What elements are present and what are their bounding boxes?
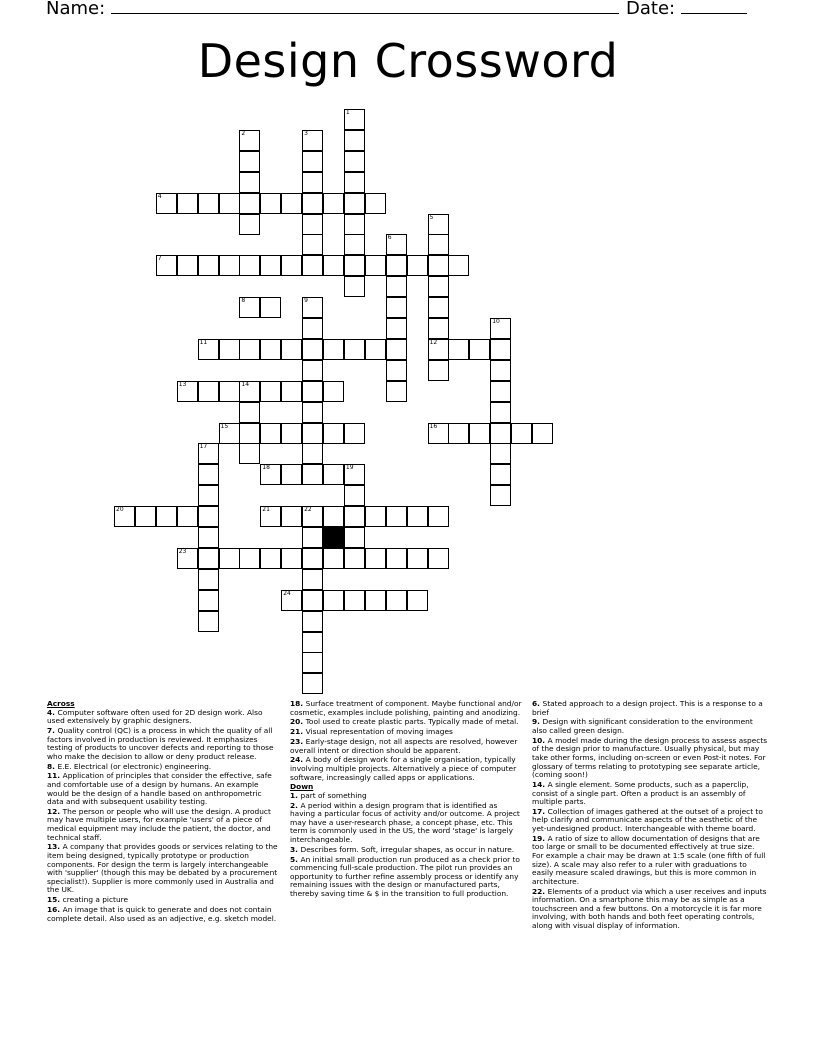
crossword-cell[interactable]: [344, 485, 365, 506]
crossword-cell[interactable]: [198, 548, 219, 569]
crossword-cell[interactable]: [365, 255, 386, 276]
clue-item-text: E.E. Electrical (or electronic) engineering.: [57, 761, 212, 771]
clue-item: [532, 737, 768, 780]
crossword-cell[interactable]: [490, 485, 511, 506]
crossword-cell[interactable]: [323, 255, 344, 276]
crossword-cell[interactable]: [198, 506, 219, 527]
clue-item-text: Design with significant consideration to the environment also called green design.: [532, 717, 753, 735]
crossword-cell[interactable]: [428, 276, 449, 297]
crossword-cell[interactable]: [260, 381, 281, 402]
crossword-cell[interactable]: [323, 381, 344, 402]
crossword-cell[interactable]: [448, 339, 469, 360]
crossword-cell[interactable]: [177, 255, 198, 276]
clue-item-text: A period within a design program that is identified as having a particular focus of activity and/or outcome. A project may have a user-research phase, a concept phase, etc. This term is commonly used in the US, the word 'stage' is largely interchangeable.: [290, 800, 520, 845]
crossword-cell[interactable]: [302, 255, 323, 276]
crossword-cell[interactable]: [344, 464, 365, 485]
clue-item-number: 9.: [532, 717, 543, 727]
clue-number: 10: [492, 318, 500, 325]
clue-item-number: 4.: [47, 707, 58, 717]
clue-item-text: An initial small production run produced as a check prior to commencing full-scale production. The pilot run provides an opportunity to further refine assembly process or identify any remaining issues with the design or manufactured parts, thereby saving time & $ in the transition to full production.: [290, 854, 520, 898]
crossword-cell[interactable]: [490, 360, 511, 381]
clue-item-text: creating a picture: [62, 895, 129, 905]
crossword-cell[interactable]: [198, 339, 219, 360]
clue-number: 16: [429, 422, 438, 430]
clue-item: [290, 700, 522, 717]
crossword-cell[interactable]: [344, 151, 365, 172]
crossword-cell[interactable]: [428, 339, 449, 360]
crossword-cell[interactable]: [490, 423, 511, 444]
clue-number: 3: [304, 129, 308, 137]
crossword-cell[interactable]: [344, 506, 365, 527]
clue-item: [47, 709, 279, 726]
clue-number: 5: [429, 213, 434, 221]
crossword-cell[interactable]: [281, 464, 302, 485]
clue-number: 22: [304, 506, 312, 514]
clue-number: 18: [262, 464, 270, 472]
clue-number: 20: [116, 506, 124, 514]
crossword-cell[interactable]: [260, 423, 281, 444]
crossword-cell[interactable]: [490, 443, 511, 464]
clue-item-text: Surface treatment of component. Maybe functional and/or cosmetic, examples include polishing, painting and anodizing.: [290, 699, 522, 717]
clue-item-text: A model made during the design process to assess aspects of the design prior to manufacture. Usually physical, but may take other forms, including on-screen or even Post-it notes. For glossary of terms relating to prototyping see separate article, (coming soon!): [532, 735, 768, 780]
clue-item-number: 6.: [532, 699, 543, 708]
crossword-cell[interactable]: [344, 276, 365, 297]
clue-item-number: 3.: [290, 844, 301, 854]
crossword-cell[interactable]: [219, 339, 240, 360]
clue-item-number: 24.: [290, 755, 306, 765]
crossword-cell[interactable]: [239, 339, 260, 360]
clue-item: [532, 835, 768, 887]
crossword-cell[interactable]: [198, 590, 219, 611]
name-label: Name:: [46, 0, 106, 19]
clue-item-text: A body of design work for a single organisation, typically involving multiple projects. Alternatively a piece of computer software, increasingly called apps or applications.: [290, 755, 517, 782]
crossword-cell[interactable]: [428, 506, 449, 527]
clue-item: [290, 756, 522, 782]
clue-item-number: 21.: [290, 727, 306, 737]
crossword-cell[interactable]: [281, 193, 302, 214]
crossword-cell[interactable]: [344, 130, 365, 151]
crossword-cell[interactable]: [344, 548, 365, 569]
crossword-cell[interactable]: [344, 423, 365, 444]
crossword-cell[interactable]: [281, 381, 302, 402]
clue-number: 4: [157, 192, 162, 200]
clue-item: [290, 802, 522, 845]
crossword-cell[interactable]: [407, 590, 428, 611]
crossword-cell[interactable]: [323, 464, 344, 485]
crossword-cell[interactable]: [344, 193, 365, 214]
crossword-cell[interactable]: [281, 339, 302, 360]
crossword-cell[interactable]: [198, 611, 219, 632]
clue-number: 6: [387, 234, 392, 242]
crossword-cell[interactable]: [386, 590, 407, 611]
clue-item-text: Application of principles that consider the effective, safe and comfortable use of a design by humans. An example would be the design of a handle based on anthropometric data and with subsequent usability testing.: [47, 771, 272, 807]
clue-item-text: An image that is quick to generate and does not contain complete detail. Also used as an adjective, e.g. sketch model.: [47, 904, 277, 923]
clue-number: 2: [241, 129, 246, 137]
clue-number: 11: [199, 338, 208, 346]
clue-number: 19: [345, 464, 354, 472]
clue-item-number: 18.: [290, 699, 306, 708]
crossword-cell[interactable]: [428, 360, 449, 381]
crossword-cell[interactable]: [219, 193, 240, 214]
crossword-cell[interactable]: [302, 234, 323, 255]
crossword-cell[interactable]: [407, 506, 428, 527]
crossword-cell[interactable]: [302, 464, 323, 485]
crossword-cell[interactable]: [302, 339, 323, 360]
clue-item-text: Quality control (QC) is a process in which the quality of all factors involved in production is reviewed. It emphasizes testing of products to uncover defects and reporting to those who make the decision to allow or deny product release.: [47, 725, 274, 761]
crossword-cell[interactable]: [302, 632, 323, 653]
crossword-cell[interactable]: [198, 193, 219, 214]
clue-item: [290, 856, 522, 899]
crossword-cell[interactable]: [260, 339, 281, 360]
crossword-cell[interactable]: [302, 611, 323, 632]
crossword-cell[interactable]: [177, 506, 198, 527]
crossword-cell[interactable]: [448, 255, 469, 276]
crossword-cell[interactable]: [239, 423, 260, 444]
crossword-cell[interactable]: [219, 381, 240, 402]
crossword-cell[interactable]: [344, 214, 365, 235]
crossword-cell[interactable]: [344, 339, 365, 360]
crossword-cell[interactable]: [428, 214, 449, 235]
crossword-cell[interactable]: [177, 193, 198, 214]
crossword-cell[interactable]: [156, 506, 177, 527]
crossword-cell[interactable]: [302, 673, 323, 694]
crossword-cell[interactable]: [302, 548, 323, 569]
crossword-cell[interactable]: [365, 548, 386, 569]
crossword-cell[interactable]: [198, 569, 219, 590]
crossword-cell[interactable]: [302, 130, 323, 151]
crossword-cell[interactable]: [469, 339, 490, 360]
clue-item: [290, 738, 522, 755]
clue-item-text: Elements of a product via which a user receives and inputs information. On a smartphone this may be as simple as a touchscreen and a few buttons. On a motorcycle it is far more involving, with both hands and both feet operating controls, along with visual display of information.: [532, 886, 767, 930]
crossword-cell[interactable]: [428, 255, 449, 276]
clue-item-number: 22.: [532, 886, 548, 896]
crossword-cell[interactable]: [323, 506, 344, 527]
clue-item: [47, 906, 279, 923]
crossword-cell[interactable]: [302, 590, 323, 611]
clue-item-number: 23.: [290, 736, 306, 746]
clue-item-text: part of something: [300, 790, 367, 800]
clues-column-3: [532, 700, 768, 932]
clue-item-number: 1.: [290, 790, 301, 800]
clue-item: [290, 728, 522, 737]
crossword-cell[interactable]: [302, 569, 323, 590]
crossword-cell[interactable]: [239, 443, 260, 464]
clue-item: [47, 843, 279, 895]
clue-item-number: 13.: [47, 842, 63, 852]
clue-item: [290, 792, 522, 801]
clue-item-number: 17.: [532, 806, 548, 816]
clues-column-1: [47, 700, 279, 924]
clue-item-number: 20.: [290, 717, 306, 727]
clue-number: 23: [178, 547, 187, 555]
crossword-cell[interactable]: [428, 297, 449, 318]
crossword-cell[interactable]: [198, 255, 219, 276]
crossword-cell[interactable]: [198, 485, 219, 506]
crossword-cell[interactable]: [302, 527, 323, 548]
clue-item: [532, 781, 768, 807]
clue-item-text: A ratio of size to allow documentation of designs that are too large or small to be documented effectively at true size. For example a chair may be drawn at 1:5 scale (one fifth of full size). A scale may also refer to a ruler with graduations to easily measure scaled drawings, but this is more common in architecture.: [532, 833, 766, 886]
crossword-cell[interactable]: [260, 548, 281, 569]
clue-item-number: 8.: [47, 761, 58, 771]
clues-column-2: [290, 700, 522, 900]
clue-item-number: 2.: [290, 800, 301, 810]
clue-item: [47, 772, 279, 806]
clue-number: 12: [429, 338, 438, 346]
clue-item-text: Computer software often used for 2D design work. Also used extensively by graphic designers.: [47, 707, 263, 726]
crossword-cell[interactable]: [302, 318, 323, 339]
clue-number: 13: [178, 380, 187, 388]
crossword-cell[interactable]: [281, 423, 302, 444]
clue-item: [532, 888, 768, 931]
crossword-cell[interactable]: [490, 339, 511, 360]
clue-item-text: A company that provides goods or services relating to the item being designed, typically prototype or production components. For design the term is largely interchangeable with 'supplier' (though this may be debated by a procurement specialist!). Supplier is more commonly used in Australia and the UK.: [47, 842, 278, 895]
clue-item: [532, 808, 768, 834]
clue-section-heading: Down: [290, 782, 314, 792]
crossword-cell[interactable]: [239, 151, 260, 172]
clue-item-text: Describes form. Soft, irregular shapes, as occur in nature.: [300, 844, 515, 854]
crossword-cell[interactable]: [407, 255, 428, 276]
crossword-cell[interactable]: [386, 339, 407, 360]
crossword-cell[interactable]: [344, 527, 365, 548]
crossword-cell[interactable]: [260, 297, 281, 318]
crossword-cell[interactable]: [219, 548, 240, 569]
clue-number: 24: [283, 589, 291, 597]
crossword-cell[interactable]: [198, 464, 219, 485]
crossword-cell[interactable]: [177, 381, 198, 402]
clue-item-text: The person or people who will use the design. A product may have multiple users, for example 'users' of a piece of medical equipment may include the patient, the doctor, and technical staff.: [47, 806, 271, 842]
crossword-cell[interactable]: [302, 193, 323, 214]
crossword-cell[interactable]: [156, 193, 177, 214]
crossword-cell[interactable]: [323, 193, 344, 214]
crossword-cell[interactable]: [323, 590, 344, 611]
crossword-cell[interactable]: [302, 360, 323, 381]
crossword-cell[interactable]: [386, 381, 407, 402]
crossword-cell[interactable]: [198, 443, 219, 464]
crossword-cell[interactable]: [302, 381, 323, 402]
crossword-cell[interactable]: [386, 297, 407, 318]
crossword-cell[interactable]: [428, 423, 449, 444]
crossword-cell[interactable]: [239, 255, 260, 276]
clue-item: [47, 808, 279, 842]
crossword-cell[interactable]: [407, 548, 428, 569]
crossword-cell[interactable]: [260, 464, 281, 485]
clue-item: [47, 896, 279, 905]
clue-item-number: 5.: [290, 854, 301, 864]
clue-item-text: A single element. Some products, such as a paperclip, consist of a single part. Often a product is an assembly of multiple parts.: [532, 779, 749, 807]
crossword-cell[interactable]: [386, 506, 407, 527]
clue-item-text: Stated approach to a design project. This is a response to a brief: [532, 699, 763, 717]
clue-number: 1: [345, 109, 350, 116]
crossword-cell[interactable]: [365, 339, 386, 360]
crossword-cell[interactable]: [135, 506, 156, 527]
crossword-cell[interactable]: [302, 652, 323, 673]
clue-number: 15: [220, 422, 229, 430]
crossword-cell[interactable]: [386, 548, 407, 569]
crossword-cell[interactable]: [386, 276, 407, 297]
crossword-cell[interactable]: [469, 423, 490, 444]
crossword-cell[interactable]: [490, 381, 511, 402]
clue-item-text: Early-stage design, not all aspects are resolved, however overall intent or direction should be apparent.: [290, 736, 518, 755]
crossword-cell[interactable]: [302, 297, 323, 318]
crossword-cell[interactable]: [344, 234, 365, 255]
crossword-cell[interactable]: [490, 464, 511, 485]
crossword-cell[interactable]: [302, 443, 323, 464]
crossword-cell[interactable]: [323, 339, 344, 360]
crossword-cell[interactable]: [239, 402, 260, 423]
crossword-cell[interactable]: [198, 527, 219, 548]
crossword-cell[interactable]: [302, 151, 323, 172]
crossword-cell[interactable]: [302, 506, 323, 527]
crossword-cell[interactable]: [365, 193, 386, 214]
crossword-cell[interactable]: [302, 214, 323, 235]
crossword-cell[interactable]: [490, 318, 511, 339]
crossword-cell[interactable]: [239, 548, 260, 569]
crossword-cell[interactable]: [219, 255, 240, 276]
date-label: Date:: [626, 0, 676, 19]
crossword-cell[interactable]: [281, 506, 302, 527]
crossword-cell[interactable]: [260, 255, 281, 276]
crossword-cell[interactable]: [386, 360, 407, 381]
clue-item-text: Tool used to create plastic parts. Typically made of metal.: [305, 717, 519, 727]
clue-number: 8: [241, 297, 246, 305]
crossword-cell[interactable]: [260, 506, 281, 527]
crossword-cell[interactable]: [344, 590, 365, 611]
crossword-cell[interactable]: [448, 423, 469, 444]
crossword-cell[interactable]: [239, 172, 260, 193]
clue-item-number: 10.: [532, 735, 548, 745]
crossword-cell[interactable]: [239, 381, 260, 402]
crossword-cell[interactable]: [386, 234, 407, 255]
clue-item: [47, 727, 279, 761]
clue-item: [532, 700, 768, 717]
crossword-cell[interactable]: [365, 590, 386, 611]
crossword-cell[interactable]: [386, 318, 407, 339]
clue-number: 9: [304, 297, 308, 305]
crossword-cell[interactable]: [302, 172, 323, 193]
clue-item: [532, 718, 768, 735]
crossword-cell[interactable]: [323, 548, 344, 569]
clue-item-number: 14.: [532, 779, 548, 789]
crossword-cell[interactable]: [344, 109, 365, 130]
crossword-cell[interactable]: [239, 297, 260, 318]
crossword-cell[interactable]: [302, 402, 323, 423]
clue-number: 17: [199, 443, 208, 451]
clue-number: 21: [262, 506, 270, 514]
crossword-cell[interactable]: [344, 255, 365, 276]
clue-item-number: 15.: [47, 895, 63, 905]
crossword-cell[interactable]: [156, 255, 177, 276]
crossword-cell[interactable]: [302, 423, 323, 444]
crossword-cell[interactable]: [323, 423, 344, 444]
crossword-cell[interactable]: [177, 548, 198, 569]
clue-item-number: 12.: [47, 806, 63, 816]
crossword-cell[interactable]: [239, 214, 260, 235]
clue-number: 14: [241, 380, 250, 388]
clue-item-text: Visual representation of moving images: [305, 727, 453, 737]
crossword-cell[interactable]: [281, 590, 302, 611]
crossword-cell[interactable]: [239, 130, 260, 151]
crossword-cell[interactable]: [428, 548, 449, 569]
crossword-cell[interactable]: [490, 402, 511, 423]
clue-item-number: 16.: [47, 904, 63, 914]
black-square: [323, 527, 344, 548]
clue-item: [290, 846, 522, 855]
page-title: Design Crossword: [197, 34, 619, 88]
crossword-cell[interactable]: [281, 255, 302, 276]
crossword-cell[interactable]: [219, 423, 240, 444]
clue-item-text: Collection of images gathered at the outset of a project to help clarify and communicate aspects of the aesthetic of the yet-undesigned product. Interchangeable with theme board.: [532, 806, 763, 834]
crossword-cell[interactable]: [239, 193, 260, 214]
crossword-cell[interactable]: [260, 193, 281, 214]
crossword-cell[interactable]: [114, 506, 135, 527]
crossword-cell[interactable]: [198, 381, 219, 402]
crossword-cell[interactable]: [428, 318, 449, 339]
clue-item: [290, 718, 522, 727]
crossword-cell[interactable]: [281, 548, 302, 569]
crossword-cell[interactable]: [386, 255, 407, 276]
crossword-cell[interactable]: [532, 423, 553, 444]
crossword-cell[interactable]: [365, 506, 386, 527]
clue-number: 7: [157, 255, 162, 263]
clue-section-heading: Across: [47, 699, 75, 708]
crossword-cell[interactable]: [428, 234, 449, 255]
clue-item-number: 19.: [532, 833, 548, 843]
clue-item-number: 11.: [47, 771, 63, 781]
crossword-cell[interactable]: [344, 172, 365, 193]
clue-item: [47, 763, 279, 772]
crossword-cell[interactable]: [511, 423, 532, 444]
clue-item-number: 7.: [47, 725, 58, 735]
